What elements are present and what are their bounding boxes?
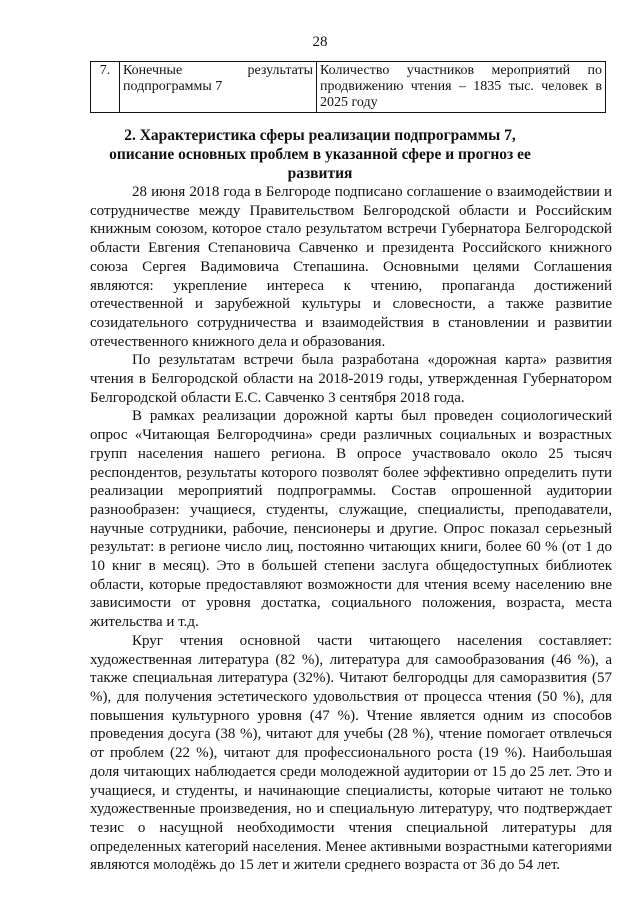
- page-number: 28: [312, 34, 328, 50]
- indicator-name-word-1: Конечные: [123, 63, 183, 78]
- indicator-name-line: [123, 63, 313, 79]
- section-title: 2. Характеристика сферы реализации подпрограммы 7, описание основных проблем в указанной сфере и прогноз ее развития: [109, 127, 531, 182]
- table-row: [91, 62, 606, 113]
- paragraph-survey: В рамках реализации дорожной карты был проведен социологический опрос «Читающая Белгородчина» среди различных социальных и возрастных групп населения нашего региона. В опросе участвовало около 25 тысяч респондентов, результаты которого позволят более эффективно определить пути реализации мероприятий подпрограммы. Состав опрошенной аудитории разнообразен: учащиеся, студенты, служащие, специалисты, преподаватели, научные сотрудники, рабочие, пенсионеры и другие. Опрос показал серьезный результат: в регионе число лиц, постоянно читающих книги, более 60 % (от 1 до 10 книг в месяц). Это в большей степени заслуга общедоступных библиотек области, которые предоставляют возможности для чтения всему населению вне зависимости от уровня достатка, социального положения, возраста, места жительства и т.д.: [90, 408, 612, 631]
- body-text: [90, 183, 612, 875]
- paragraph-reading-circle: Круг чтения основной части читающего населения составляет: художественная литература (82 %), литература для самообразования (46 %), а также специальная литература (32%). Читают белгородцы для саморазвития (57 %), для получения эстетического удовольствия от процесса чтения (50 %), для повышения культурного уровня (47 %). Чтение является одним из способов проведения досуга (38 %), читают для учебы (28 %), чтение помогает отвлечься от проблем (22 %), читают для профессионального роста (19 %). Наибольшая доля читающих наблюдается среди молодежной аудитории от 15 до 25 лет. Это и учащиеся, и студенты, и начинающие специалисты, которые читают не только художественные произведения, но и специальную литературу, что подтверждает тезис о насущной необходимости чтения специальной литературы для определенных категорий населения. Менее активными возрастными категориями являются молодёжь до 15 лет и жители среднего возраста от 36 до 54 лет.: [90, 632, 612, 874]
- indicator-value-cell: Количество участников мероприятий по продвижению чтения – 1835 тыс. человек в 2025 году: [317, 62, 606, 113]
- indicator-name-cell: [120, 62, 317, 113]
- indicator-name-word-2: результаты: [247, 63, 313, 78]
- paragraph-agreement: 28 июня 2018 года в Белгороде подписано соглашение о взаимодействии и сотрудничестве между Правительством Белгородской области и Российским книжным союзом, которое стало результатом встречи Губернатора Белгородской области Евгения Степановича Савченко и президента Российского книжного союза Сергея Вадимовича Степашина. Основными целями Соглашения являются: укрепление интереса к чтению, пропаганда достижений отечественной и зарубежной культуры и словесности, а также развитие созидательного сотрудничества и взаимодействия в становлении и развитии отечественного книжного дела и образования.: [90, 184, 612, 350]
- indicator-name-line-2: подпрограммы 7: [123, 79, 223, 94]
- row-number-cell: 7.: [91, 62, 120, 113]
- paragraph-roadmap: По результатам встречи была разработана «дорожная карта» развития чтения в Белгородской области на 2018-2019 годы, утвержденная Губернатором Белгородской области Е.С. Савченко 3 сентября 2018 года.: [90, 352, 612, 406]
- subprogram-results-table: [90, 61, 606, 113]
